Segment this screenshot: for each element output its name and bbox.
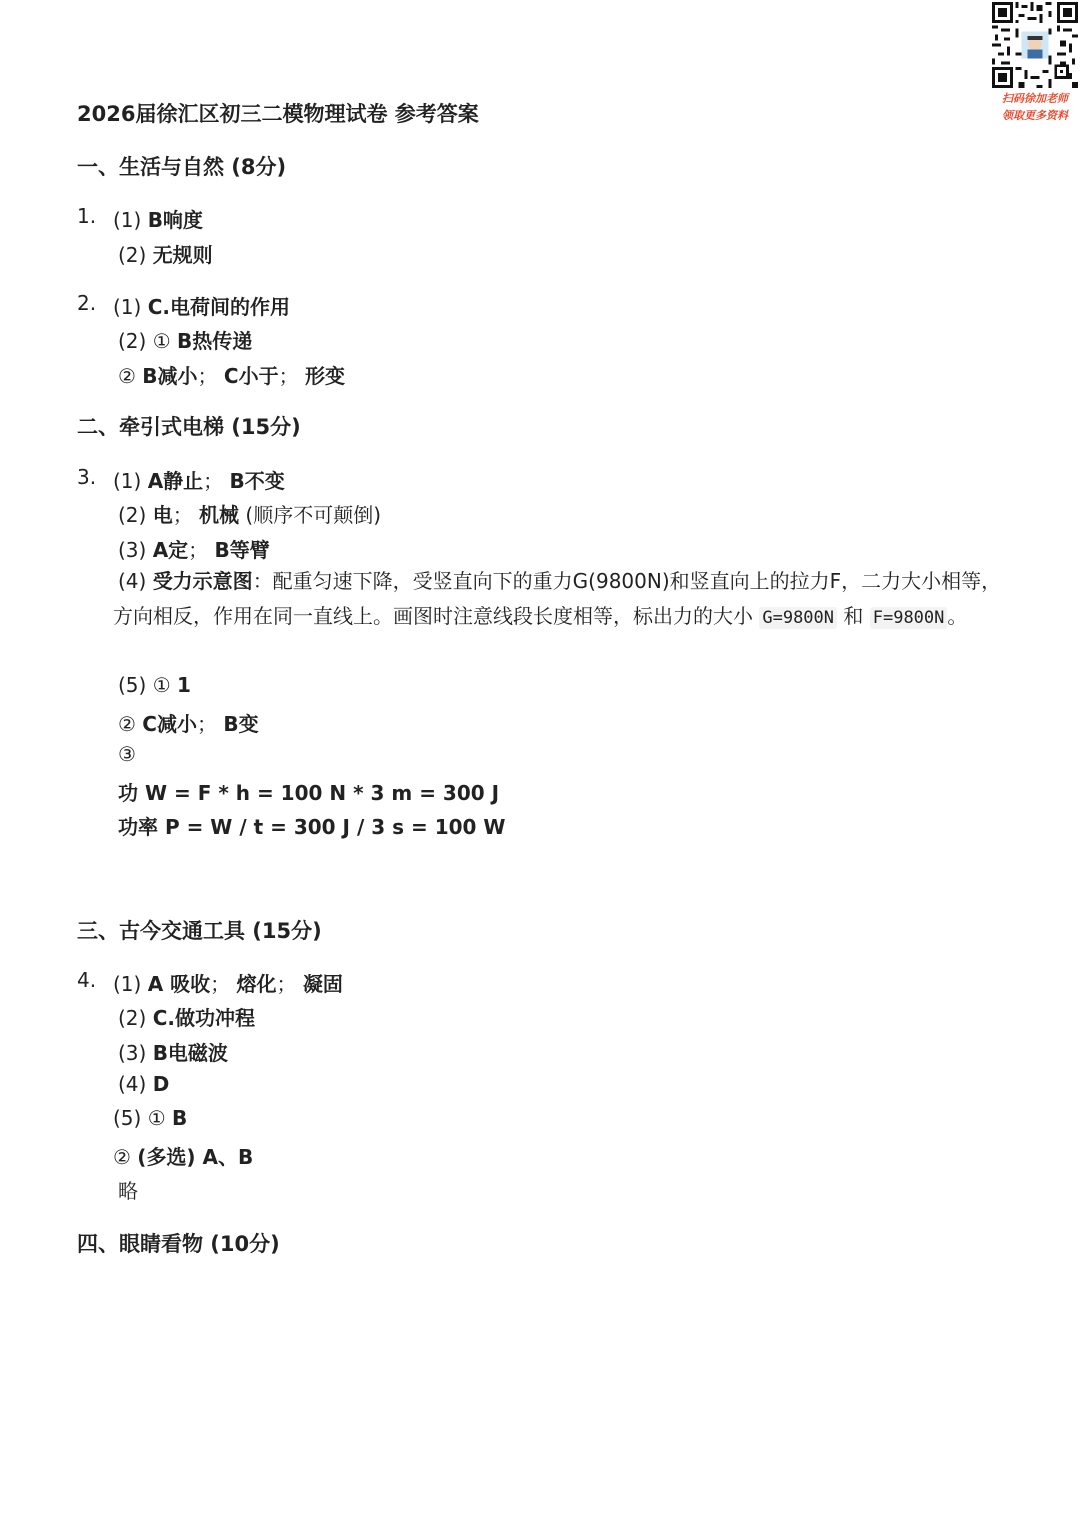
answer-1-1: (1) B响度 (113, 208, 203, 232)
answer-4-5-3: 略 (118, 1179, 138, 1203)
question-number-3: 3. (77, 465, 97, 489)
answer-4-1: (1) A 吸收； 熔化； 凝固 (113, 972, 343, 996)
question-number-4: 4. (77, 968, 97, 992)
answer-3-5-2: ② C减小； B变 (118, 712, 259, 736)
answer-2-2: (2) ① B热传递 (118, 329, 253, 353)
answer-3-3: (3) A定； B等臂 (118, 538, 270, 562)
question-number-2: 2. (77, 291, 97, 315)
document-title: 2026届徐汇区初三二模物理试卷 参考答案 (77, 102, 479, 126)
promo-text-line-1: 扫码徐加老师 (1002, 92, 1068, 105)
section-heading-3: 三、古今交通工具 (15分) (77, 919, 322, 943)
answer-2-3: ② B减小； C小于； 形变 (118, 364, 345, 388)
qr-code-icon (992, 2, 1078, 88)
answer-4-5-2: ② (多选) A、B (113, 1145, 254, 1169)
code-f-value: F=9800N (870, 607, 948, 629)
answer-3-2: (2) 电； 机械 (顺序不可颠倒) (118, 503, 382, 527)
section-heading-4: 四、眼睛看物 (10分) (77, 1232, 280, 1256)
question-number-1: 1. (77, 204, 97, 228)
answer-3-1: (1) A静止； B不变 (113, 469, 285, 493)
answer-4-3: (3) B电磁波 (118, 1041, 228, 1065)
answer-4-2: (2) C.做功冲程 (118, 1006, 255, 1030)
answer-4-5: (5) ① B (113, 1106, 188, 1130)
section-heading-1: 一、生活与自然 (8分) (77, 155, 287, 179)
answer-3-4-force-diagram: (4) 受力示意图：配重匀速下降，受竖直向下的重力G(9800N)和竖直向上的拉力F，二力大小相等，方向相反，作用在同一直线上。画图时注意线段长度相等，标出力的大小 G=9800N 和 F=9800N 。 (113, 569, 1002, 628)
answer-2-1: (1) C.电荷间的作用 (113, 295, 290, 319)
work-formula: 功 W = F * h = 100 N * 3 m = 300 J (118, 781, 500, 805)
answer-1-2: (2) 无规则 (118, 243, 213, 267)
answer-4-4: (4) D (118, 1072, 170, 1096)
answer-3-5: (5) ① 1 (118, 673, 191, 697)
code-g-value: G=9800N (759, 607, 837, 629)
power-formula: 功率 P = W / t = 300 J / 3 s = 100 W (118, 815, 506, 839)
promo-text-line-2: 领取更多资料 (1002, 109, 1068, 122)
answer-3-5-3-marker: ③ (118, 742, 136, 766)
section-heading-2: 二、牵引式电梯 (15分) (77, 415, 301, 439)
